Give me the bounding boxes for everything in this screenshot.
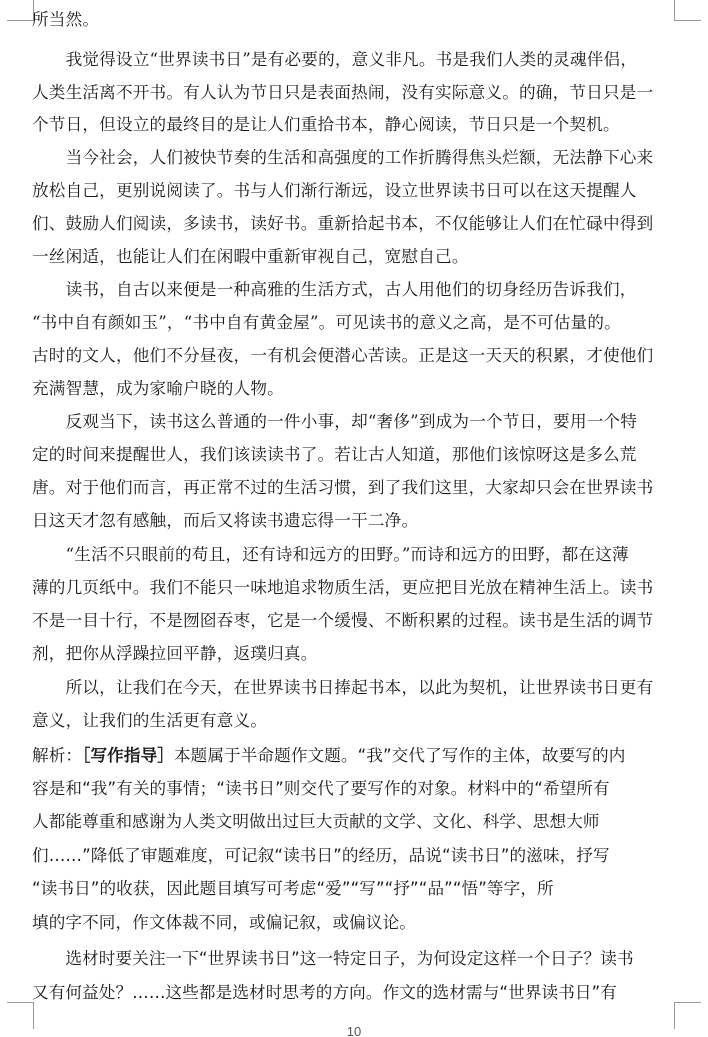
essay-line: 我觉得设立“世界读书日”是有必要的，意义非凡。书是我们人类的灵魂伴侣， xyxy=(32,50,638,69)
essay-line: 所当然。 xyxy=(32,10,100,29)
crop-mark-top-right xyxy=(674,0,701,21)
essay-line: 读书，自古以来便是一种高雅的生活方式，古人用他们的切身经历告诉我们， xyxy=(32,280,637,299)
essay-line: 日这天才忽有感触，而后又将读书遗忘得一干二净。 xyxy=(32,511,419,530)
essay-line: 个节日，但设立的最终目的是让人们重拾书本，静心阅读，节日只是一个契机。 xyxy=(32,115,620,134)
analysis-line: 人都能尊重和感谢为人类文明做出过巨大贡献的文学、文化、科学、思想大师 xyxy=(32,812,600,831)
essay-line: 不是一目十行，不是囫囵吞枣，它是一个缓慢、不断积累的过程。读书是生活的调节 xyxy=(32,611,654,630)
analysis-line: 容是和“我”有关的事情；“读书日”则交代了要写作的对象。材料中的“希望所有 xyxy=(32,779,610,798)
essay-line: 放松自己，更别说阅读了。书与人们渐行渐远，设立世界读书日可以在这天提醒人 xyxy=(32,181,637,200)
essay-line: 所以，让我们在今天，在世界读书日捧起书本，以此为契机，让世界读书日更有 xyxy=(32,678,654,697)
analysis-label: 解析： xyxy=(32,746,83,765)
essay-line: 薄的几页纸中。我们不能只一味地追求物质生活，更应把目光放在精神生活上。读书 xyxy=(32,578,654,597)
essay-line: 当今社会，人们被快节奏的生活和高强度的工作折腾得焦头烂额，无法静下心来 xyxy=(32,148,654,167)
analysis-line: 又有何益处？……这些都是选材时思考的方向。作文的选材需与“世界读书日”有 xyxy=(32,983,617,1002)
analysis-first-line xyxy=(32,740,625,772)
essay-line: 意义，让我们的生活更有意义。 xyxy=(32,711,268,730)
essay-line: “生活不只眼前的苟且，还有诗和远方的田野。”而诗和远方的田野，都在这薄 xyxy=(32,545,629,564)
essay-line: 定的时间来提醒世人，我们该读读书了。若让古人知道，那他们该惊呀这是多么荒 xyxy=(32,445,637,464)
essay-line: 们、鼓励人们阅读，多读书，读好书。重新拾起书本，不仅能够让人们在忙碌中得到 xyxy=(32,214,654,233)
analysis-line: 选材时要关注一下“世界读书日”这一特定日子，为何设定这样一个日子？读书 xyxy=(32,949,634,968)
essay-line: “书中自有颜如玉”，“书中自有黄金屋”。可见读书的意义之高，是不可估量的。 xyxy=(32,313,621,332)
crop-mark-top-left xyxy=(7,0,34,21)
essay-line: 古时的文人，他们不分昼夜，一有机会便潜心苦读。正是这一天天的积累，才使他们 xyxy=(32,346,654,365)
essay-line: 人类生活离不开书。有人认为节日只是表面热闹，没有实际意义。的确，节日只是一 xyxy=(32,83,654,102)
analysis-text: 本题属于半命题作文题。“我”交代了写作的主体，故要写的内 xyxy=(173,746,626,765)
essay-line: 充满智慧，成为家喻户晓的人物。 xyxy=(32,379,284,398)
essay-line: 唐。对于他们而言，再正常不过的生活习惯，到了我们这里，大家却只会在世界读书 xyxy=(32,478,654,497)
page-number: 10 xyxy=(346,1024,362,1037)
analysis-line: 们……”降低了审题难度，可记叙“读书日”的经历，品说“读书日”的滋味，抒写 xyxy=(32,846,610,865)
analysis-line: “读书日”的收获，因此题目填写可考虑“爱”“写”“抒”“品”“悟”等字，所 xyxy=(32,879,554,898)
essay-line: 剂，把你从浮躁拉回平静，返璞归真。 xyxy=(32,644,318,663)
essay-line: 一丝闲适，也能让人们在闲暇中重新审视自己，宽慰自己。 xyxy=(32,247,469,266)
analysis-line: 填的字不同，作文体裁不同，或偏记叙，或偏议论。 xyxy=(32,913,416,932)
essay-line: 反观当下，读书这么普通的一件小事，却“奢侈”到成为一个节日，要用一个特 xyxy=(32,412,638,431)
writing-guide-tag: ［写作指导］ xyxy=(82,746,174,765)
